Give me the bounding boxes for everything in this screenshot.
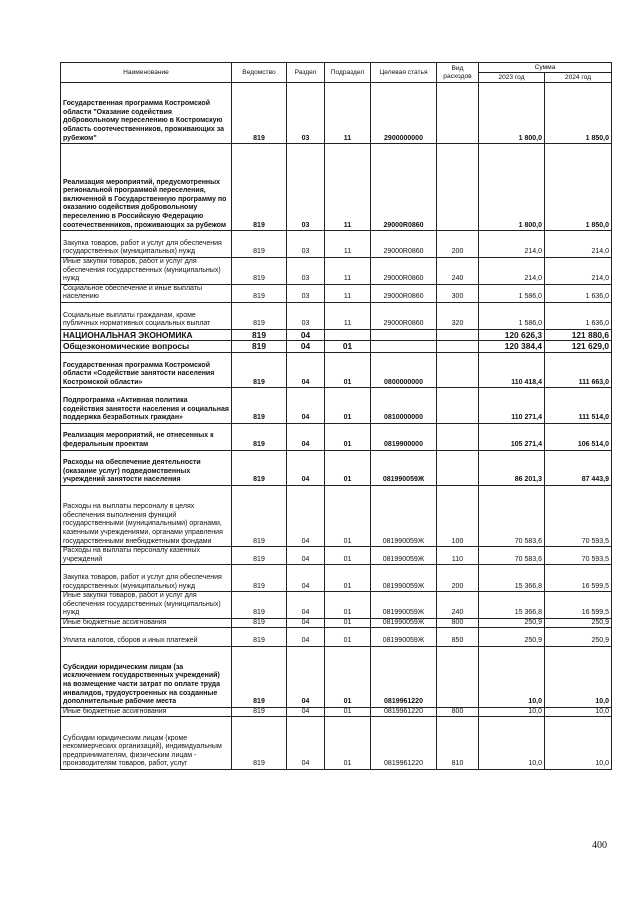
section-cell: 04: [287, 565, 325, 592]
name-cell: Социальные выплаты гражданам, кроме публичных нормативных социальных выплат: [61, 302, 232, 329]
sum-2024-cell: 16 599,5: [545, 592, 612, 619]
name-cell: Иные закупки товаров, работ и услуг для обеспечения государственных (муниципальных) нужд: [61, 257, 232, 284]
kind-cell: 810: [437, 717, 479, 770]
table-body: [61, 83, 612, 770]
sum-2023-cell: 214,0: [479, 231, 545, 258]
sum-2024-cell: 111 663,0: [545, 352, 612, 387]
sum-2023-cell: 110 271,4: [479, 388, 545, 423]
header-sum: Сумма: [479, 63, 612, 73]
target-cell: 0819900000: [371, 423, 437, 450]
section-cell: 04: [287, 628, 325, 646]
table-row: [61, 83, 612, 144]
sum-2023-cell: 1 800,0: [479, 144, 545, 231]
target-cell: 29000R0860: [371, 257, 437, 284]
sum-2023-cell: 250,9: [479, 618, 545, 628]
table-row: [61, 144, 612, 231]
budget-table: [60, 62, 612, 770]
kind-cell: [437, 450, 479, 485]
dept-cell: 819: [232, 341, 287, 353]
section-cell: 04: [287, 707, 325, 717]
kind-cell: 850: [437, 628, 479, 646]
table-row: [61, 231, 612, 258]
sum-2023-cell: 214,0: [479, 257, 545, 284]
section-cell: 04: [287, 341, 325, 353]
kind-cell: [437, 423, 479, 450]
table-row: [61, 618, 612, 628]
sum-2023-cell: 15 366,8: [479, 592, 545, 619]
dept-cell: 819: [232, 329, 287, 341]
kind-cell: [437, 388, 479, 423]
target-cell: 29000R0860: [371, 231, 437, 258]
table-row: [61, 329, 612, 341]
subsection-cell: 01: [325, 592, 371, 619]
dept-cell: 819: [232, 231, 287, 258]
budget-table-sheet: [60, 62, 611, 770]
target-cell: 081990059Ж: [371, 628, 437, 646]
table-row: [61, 284, 612, 302]
header-section: Раздел: [287, 63, 325, 83]
header-kind: Вид расходов: [437, 63, 479, 83]
target-cell: [371, 341, 437, 353]
sum-2023-cell: 120 384,4: [479, 341, 545, 353]
name-cell: НАЦИОНАЛЬНАЯ ЭКОНОМИКА: [61, 329, 232, 341]
sum-2024-cell: 87 443,9: [545, 450, 612, 485]
sum-2023-cell: 1 800,0: [479, 83, 545, 144]
sum-2024-cell: 1 850,0: [545, 83, 612, 144]
section-cell: 03: [287, 83, 325, 144]
dept-cell: 819: [232, 646, 287, 707]
table-row: [61, 707, 612, 717]
table-row: [61, 450, 612, 485]
section-cell: 04: [287, 423, 325, 450]
table-row: [61, 423, 612, 450]
subsection-cell: 01: [325, 352, 371, 387]
target-cell: 0819961220: [371, 646, 437, 707]
subsection-cell: 01: [325, 618, 371, 628]
dept-cell: 819: [232, 565, 287, 592]
header-target: Целевая статья: [371, 63, 437, 83]
subsection-cell: [325, 329, 371, 341]
dept-cell: 819: [232, 618, 287, 628]
sum-2023-cell: 70 583,6: [479, 485, 545, 546]
name-cell: Субсидии юридическим лицам (за исключением государственных учреждений) на возмещение части затрат по оплате труда инвалидов, трудоустроенных на созданные дополнительные рабочие места: [61, 646, 232, 707]
header-name: Наименование: [61, 63, 232, 83]
section-cell: 04: [287, 450, 325, 485]
kind-cell: 300: [437, 284, 479, 302]
table-row: [61, 257, 612, 284]
table-row: [61, 341, 612, 353]
sum-2023-cell: 250,9: [479, 628, 545, 646]
subsection-cell: 01: [325, 717, 371, 770]
dept-cell: 819: [232, 485, 287, 546]
kind-cell: [437, 144, 479, 231]
header-subsection: Подраздел: [325, 63, 371, 83]
subsection-cell: 01: [325, 388, 371, 423]
target-cell: 29000R0860: [371, 144, 437, 231]
sum-2024-cell: 10,0: [545, 707, 612, 717]
target-cell: 0819961220: [371, 717, 437, 770]
sum-2024-cell: 106 514,0: [545, 423, 612, 450]
target-cell: 081990059Ж: [371, 565, 437, 592]
target-cell: 29000R0860: [371, 284, 437, 302]
subsection-cell: 01: [325, 707, 371, 717]
subsection-cell: 01: [325, 565, 371, 592]
sum-2024-cell: 214,0: [545, 257, 612, 284]
name-cell: Закупка товаров, работ и услуг для обеспечения государственных (муниципальных) нужд: [61, 231, 232, 258]
dept-cell: 819: [232, 707, 287, 717]
kind-cell: 800: [437, 707, 479, 717]
sum-2024-cell: 111 514,0: [545, 388, 612, 423]
subsection-cell: 01: [325, 547, 371, 565]
dept-cell: 819: [232, 717, 287, 770]
name-cell: Реализация мероприятий, предусмотренных региональной программой переселения, включенной в Государственную программу по оказанию содействия добровольному переселению в Российскую Федерацию соотечественников, проживающих за рубежом: [61, 144, 232, 231]
target-cell: 081990059Ж: [371, 485, 437, 546]
name-cell: Общеэкономические вопросы: [61, 341, 232, 353]
section-cell: 03: [287, 144, 325, 231]
kind-cell: [437, 646, 479, 707]
sum-2023-cell: 86 201,3: [479, 450, 545, 485]
kind-cell: [437, 329, 479, 341]
sum-2023-cell: 120 626,3: [479, 329, 545, 341]
dept-cell: 819: [232, 144, 287, 231]
subsection-cell: 11: [325, 284, 371, 302]
target-cell: 2900000000: [371, 83, 437, 144]
header-year-2023: 2023 год: [479, 73, 545, 83]
sum-2024-cell: 10,0: [545, 646, 612, 707]
table-row: [61, 485, 612, 546]
section-cell: 04: [287, 485, 325, 546]
name-cell: Государственная программа Костромской области «Содействие занятости населения Костромской области»: [61, 352, 232, 387]
page-number: 400: [592, 840, 607, 851]
section-cell: 03: [287, 284, 325, 302]
target-cell: 081990059Ж: [371, 618, 437, 628]
table-row: [61, 565, 612, 592]
name-cell: Подпрограмма «Активная политика содействия занятости населения и социальная поддержка безработных граждан»: [61, 388, 232, 423]
section-cell: 04: [287, 592, 325, 619]
name-cell: Расходы на выплаты персоналу в целях обеспечения выполнения функций государственными (муниципальными) органами, казенными учреждениями, органами управления государственными внебюджетными фондами: [61, 485, 232, 546]
sum-2024-cell: 70 593,5: [545, 547, 612, 565]
header-dept: Ведомство: [232, 63, 287, 83]
name-cell: Иные закупки товаров, работ и услуг для обеспечения государственных (муниципальных) нужд: [61, 592, 232, 619]
kind-cell: 800: [437, 618, 479, 628]
table-row: [61, 628, 612, 646]
subsection-cell: 01: [325, 450, 371, 485]
sum-2023-cell: 110 418,4: [479, 352, 545, 387]
kind-cell: 240: [437, 592, 479, 619]
sum-2023-cell: 70 583,6: [479, 547, 545, 565]
dept-cell: 819: [232, 388, 287, 423]
name-cell: Иные бюджетные ассигнования: [61, 618, 232, 628]
sum-2024-cell: 121 880,6: [545, 329, 612, 341]
subsection-cell: 11: [325, 302, 371, 329]
name-cell: Субсидии юридическим лицам (кроме некоммерческих организаций), индивидуальным предпринимателям, физическим лицам - производителям товаров, работ, услуг: [61, 717, 232, 770]
table-row: [61, 388, 612, 423]
name-cell: Уплата налогов, сборов и иных платежей: [61, 628, 232, 646]
dept-cell: 819: [232, 257, 287, 284]
sum-2023-cell: 1 586,0: [479, 284, 545, 302]
dept-cell: 819: [232, 302, 287, 329]
sum-2023-cell: 15 366,8: [479, 565, 545, 592]
sum-2024-cell: 1 636,0: [545, 302, 612, 329]
name-cell: Реализация мероприятий, не отнесенных к федеральным проектам: [61, 423, 232, 450]
sum-2023-cell: 10,0: [479, 646, 545, 707]
dept-cell: 819: [232, 547, 287, 565]
sum-2024-cell: 250,9: [545, 628, 612, 646]
kind-cell: 240: [437, 257, 479, 284]
kind-cell: [437, 352, 479, 387]
subsection-cell: 11: [325, 144, 371, 231]
sum-2024-cell: 121 629,0: [545, 341, 612, 353]
target-cell: 081990059Ж: [371, 592, 437, 619]
target-cell: 081990059Ж: [371, 547, 437, 565]
table-row: [61, 352, 612, 387]
subsection-cell: 11: [325, 83, 371, 144]
section-cell: 04: [287, 646, 325, 707]
subsection-cell: 01: [325, 341, 371, 353]
target-cell: 081990059Ж: [371, 450, 437, 485]
section-cell: 04: [287, 547, 325, 565]
table-row: [61, 717, 612, 770]
subsection-cell: 01: [325, 423, 371, 450]
name-cell: Социальное обеспечение и иные выплаты населению: [61, 284, 232, 302]
table-row: [61, 592, 612, 619]
kind-cell: 200: [437, 565, 479, 592]
name-cell: Государственная программа Костромской области "Оказание содействия добровольному переселению в Костромскую область соотечественников, проживающих за рубежом": [61, 83, 232, 144]
target-cell: 29000R0860: [371, 302, 437, 329]
kind-cell: 200: [437, 231, 479, 258]
section-cell: 03: [287, 257, 325, 284]
section-cell: 03: [287, 231, 325, 258]
subsection-cell: 11: [325, 231, 371, 258]
table-row: [61, 646, 612, 707]
sum-2023-cell: 10,0: [479, 717, 545, 770]
section-cell: 04: [287, 388, 325, 423]
name-cell: Расходы на выплаты персоналу казенных учреждений: [61, 547, 232, 565]
dept-cell: 819: [232, 450, 287, 485]
kind-cell: 100: [437, 485, 479, 546]
dept-cell: 819: [232, 423, 287, 450]
subsection-cell: 01: [325, 485, 371, 546]
sum-2023-cell: 1 586,0: [479, 302, 545, 329]
target-cell: [371, 329, 437, 341]
dept-cell: 819: [232, 352, 287, 387]
dept-cell: 819: [232, 83, 287, 144]
section-cell: 03: [287, 302, 325, 329]
target-cell: 0819961220: [371, 707, 437, 717]
subsection-cell: 01: [325, 646, 371, 707]
kind-cell: [437, 341, 479, 353]
sum-2024-cell: 16 599,5: [545, 565, 612, 592]
table-row: [61, 302, 612, 329]
sum-2023-cell: 105 271,4: [479, 423, 545, 450]
section-cell: 04: [287, 329, 325, 341]
subsection-cell: 01: [325, 628, 371, 646]
name-cell: Расходы на обеспечение деятельности (оказание услуг) подведомственных учреждений занятости населения: [61, 450, 232, 485]
name-cell: Закупка товаров, работ и услуг для обеспечения государственных (муниципальных) нужд: [61, 565, 232, 592]
table-row: [61, 547, 612, 565]
sum-2024-cell: 250,9: [545, 618, 612, 628]
section-cell: 04: [287, 618, 325, 628]
header-year-2024: 2024 год: [545, 73, 612, 83]
sum-2024-cell: 1 636,0: [545, 284, 612, 302]
target-cell: 0810000000: [371, 388, 437, 423]
dept-cell: 819: [232, 628, 287, 646]
sum-2023-cell: 10,0: [479, 707, 545, 717]
section-cell: 04: [287, 717, 325, 770]
name-cell: Иные бюджетные ассигнования: [61, 707, 232, 717]
kind-cell: 110: [437, 547, 479, 565]
sum-2024-cell: 214,0: [545, 231, 612, 258]
kind-cell: 320: [437, 302, 479, 329]
sum-2024-cell: 1 850,0: [545, 144, 612, 231]
sum-2024-cell: 10,0: [545, 717, 612, 770]
subsection-cell: 11: [325, 257, 371, 284]
target-cell: 0800000000: [371, 352, 437, 387]
section-cell: 04: [287, 352, 325, 387]
kind-cell: [437, 83, 479, 144]
dept-cell: 819: [232, 284, 287, 302]
sum-2024-cell: 70 593,5: [545, 485, 612, 546]
dept-cell: 819: [232, 592, 287, 619]
